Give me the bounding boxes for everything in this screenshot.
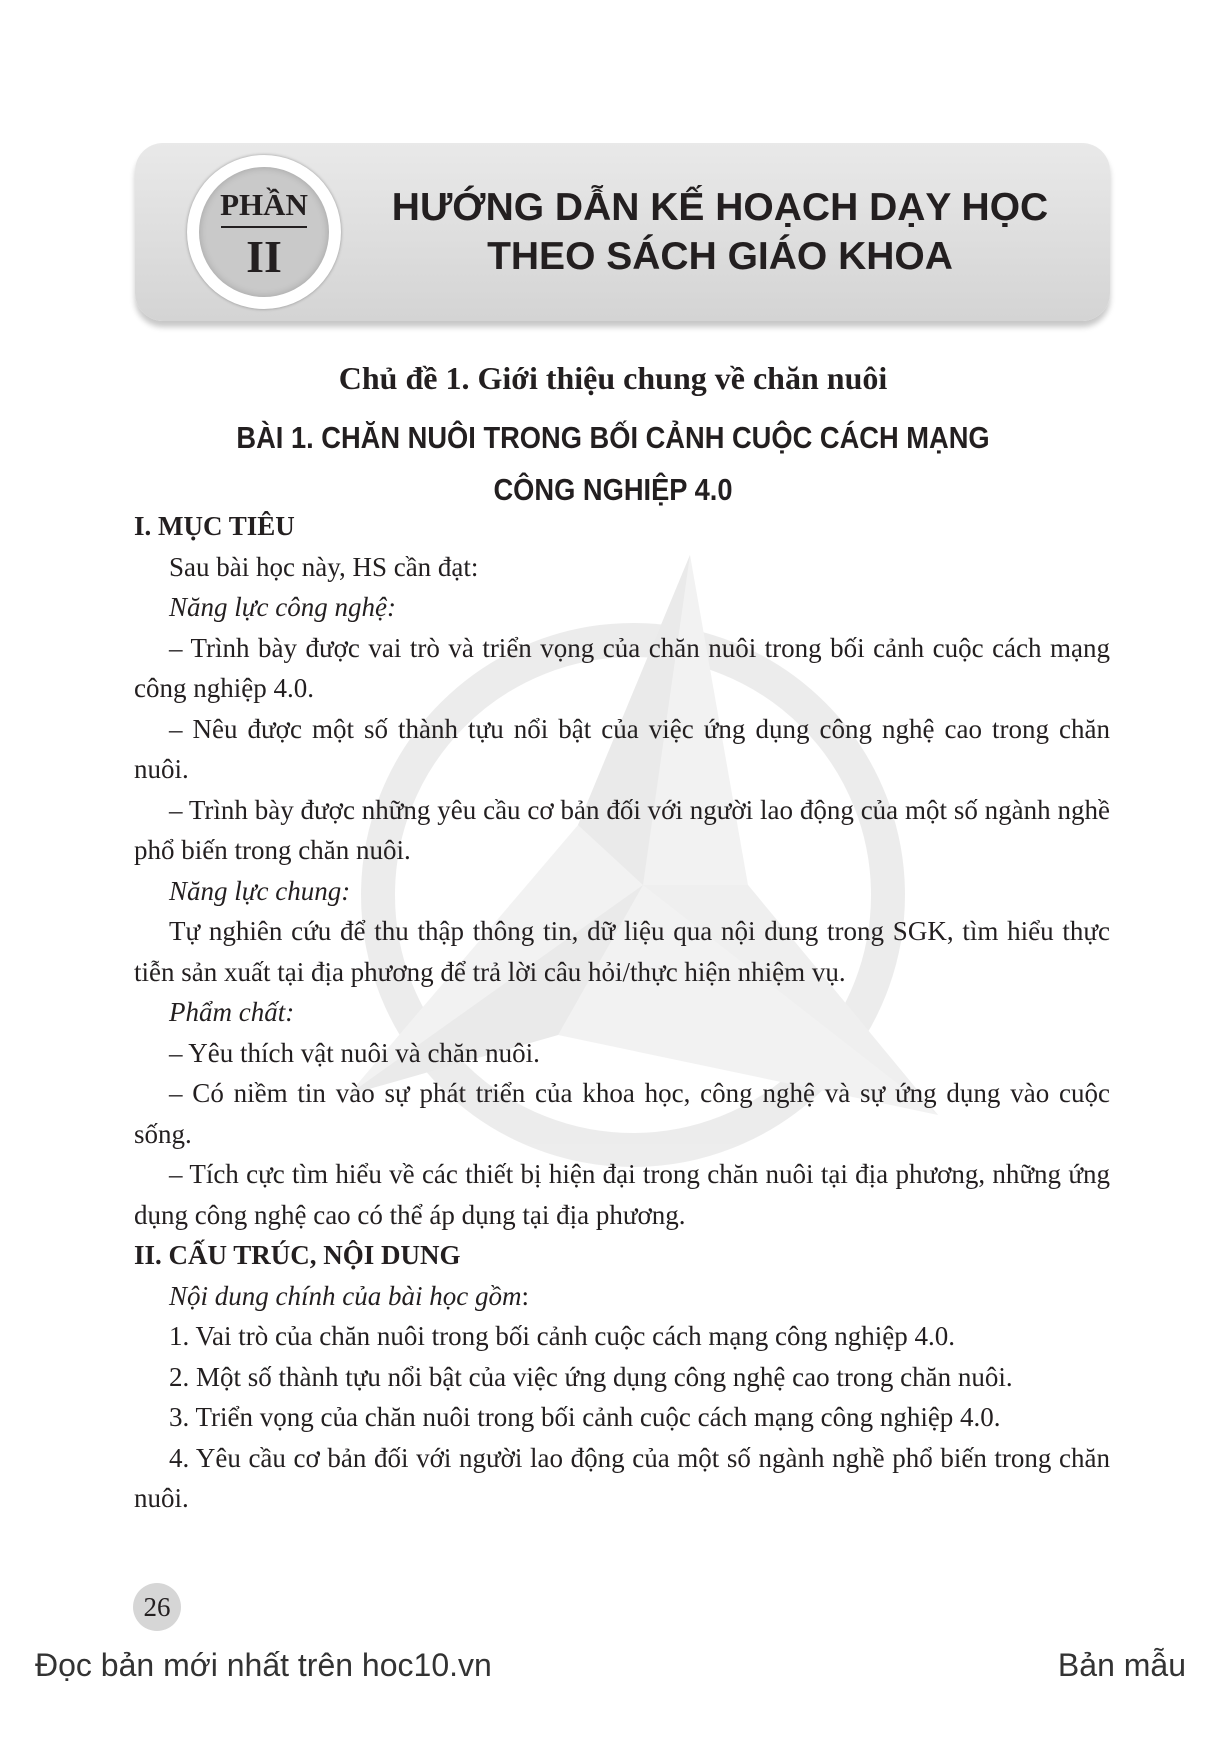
part-badge	[187, 155, 341, 309]
structure-intro	[134, 1276, 1110, 1317]
quality-item: – Tích cực tìm hiểu về các thiết bị hiện đại trong chăn nuôi tại địa phương, những ứng dụng công nghệ cao có thể áp dụng tại địa phương.	[134, 1159, 1110, 1230]
page-number: 26	[133, 1583, 181, 1631]
structure-item: 2. Một số thành tựu nổi bật của việc ứng dụng công nghệ cao trong chăn nuôi.	[169, 1361, 1013, 1392]
general-competence-label: Năng lực chung:	[169, 875, 351, 906]
tech-item: – Trình bày được vai trò và triển vọng của chăn nuôi trong bối cảnh cuộc cách mạng công nghiệp 4.0.	[134, 632, 1110, 703]
tech-competence-label: Năng lực công nghệ:	[169, 592, 396, 622]
part-number: II	[246, 231, 282, 282]
section-heading-objectives: I. MỤC TIÊU	[134, 511, 295, 541]
structure-item: 3. Triển vọng của chăn nuôi trong bối cảnh cuộc cách mạng công nghiệp 4.0.	[169, 1402, 1001, 1432]
quality-label: Phẩm chất:	[169, 997, 295, 1027]
lesson-content	[134, 506, 1110, 1519]
lesson-title	[0, 412, 1226, 516]
part-title	[340, 183, 1100, 281]
tech-item: – Nêu được một số thành tựu nổi bật của việc ứng dụng công nghệ cao trong chăn nuôi.	[134, 713, 1110, 784]
quality-item: – Có niềm tin vào sự phát triển của khoa học, công nghệ và sự ứng dụng vào cuộc sống.	[134, 1078, 1110, 1149]
structure-intro-colon: :	[521, 1280, 529, 1311]
quality-item: – Yêu thích vật nuôi và chăn nuôi.	[169, 1037, 540, 1068]
lesson-title-line-1: BÀI 1. CHĂN NUÔI TRONG BỐI CẢNH CUỘC CÁCH MẠNG	[236, 420, 990, 455]
structure-item: 1. Vai trò của chăn nuôi trong bối cảnh cuộc cách mạng công nghiệp 4.0.	[169, 1321, 956, 1351]
part-label: PHẦN	[220, 187, 308, 222]
section-heading-structure: II. CẤU TRÚC, NỘI DUNG	[134, 1240, 461, 1270]
objectives-intro: Sau bài học này, HS cần đạt:	[169, 551, 479, 582]
topic-title: Chủ đề 1. Giới thiệu chung về chăn nuôi	[338, 360, 888, 396]
footer-link-text: Đọc bản mới nhất trên hoc10.vn	[35, 1647, 492, 1683]
part-title-line-1: HƯỚNG DẪN KẾ HOẠCH DẠY HỌC	[391, 186, 1049, 229]
structure-intro-text: Nội dung chính của bài học gồm	[169, 1280, 522, 1311]
tech-item: – Trình bày được những yêu cầu cơ bản đối với người lao động của một số ngành nghề phổ biến trong chăn nuôi.	[134, 794, 1110, 865]
lesson-title-line-2: CÔNG NGHIỆP 4.0	[493, 472, 733, 507]
general-competence-text: Tự nghiên cứu để thu thập thông tin, dữ liệu qua nội dung trong SGK, tìm hiểu thực tiễn sản xuất tại địa phương để trả lời câu hỏi/thực hiện nhiệm vụ.	[134, 916, 1110, 987]
part-divider	[221, 226, 307, 228]
structure-item: 4. Yêu cầu cơ bản đối với người lao động của một số ngành nghề phổ biến trong chăn nuôi.	[134, 1442, 1110, 1513]
part-title-line-2: THEO SÁCH GIÁO KHOA	[487, 235, 953, 278]
footer-sample-label: Bản mẫu	[1057, 1647, 1186, 1683]
